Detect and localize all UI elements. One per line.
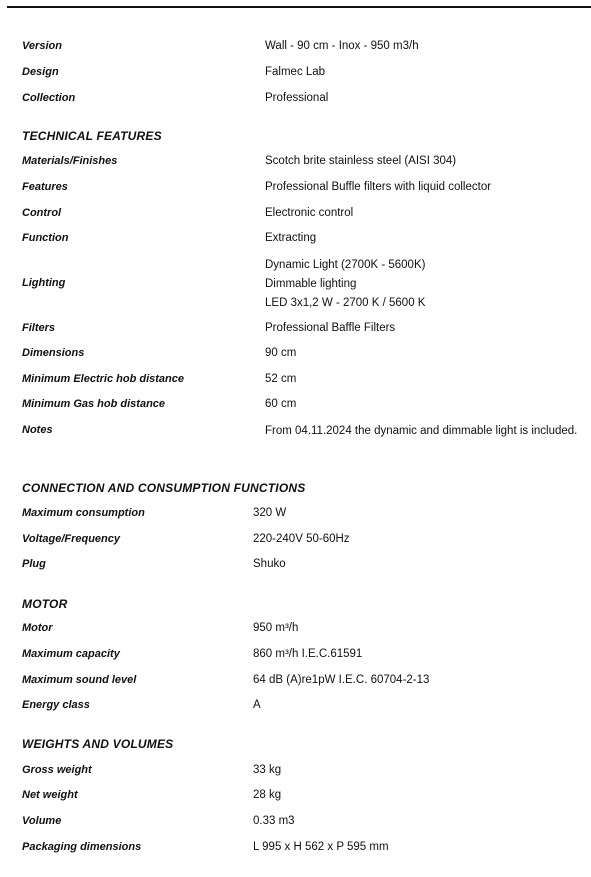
lighting-line: Dimmable lighting <box>265 278 357 290</box>
spec-row-notes <box>22 422 587 460</box>
section-title-technical: TECHNICAL FEATURES <box>22 129 162 143</box>
spec-value: Electronic control <box>265 207 354 219</box>
spec-label: Maximum capacity <box>22 648 120 660</box>
spec-value: Shuko <box>253 558 286 570</box>
spec-label: Energy class <box>22 699 90 711</box>
spec-label: Control <box>22 207 62 219</box>
section-title-connection: CONNECTION AND CONSUMPTION FUNCTIONS <box>22 481 306 495</box>
spec-value: From 04.11.2024 the dynamic and dimmable light is included. <box>265 425 578 437</box>
spec-label: Voltage/Frequency <box>22 533 121 545</box>
spec-value: 950 m³/h <box>253 622 299 634</box>
spec-value: Professional <box>265 92 329 104</box>
spec-label: Design <box>22 66 59 78</box>
spec-value: 60 cm <box>265 398 297 410</box>
spec-value: 220-240V 50-60Hz <box>253 533 350 545</box>
spec-label: Dimensions <box>22 347 85 359</box>
lighting-line: LED 3x1,2 W - 2700 K / 5600 K <box>265 297 426 309</box>
spec-value: L 995 x H 562 x P 595 mm <box>253 841 389 853</box>
spec-label: Function <box>22 232 69 244</box>
spec-label: Plug <box>22 558 46 570</box>
spec-value: 64 dB (A)re1pW I.E.C. 60704-2-13 <box>253 674 430 686</box>
spec-label: Packaging dimensions <box>22 841 142 853</box>
spec-value: A <box>253 699 261 711</box>
spec-label: Collection <box>22 92 76 104</box>
spec-value: Professional Buffle filters with liquid collector <box>265 181 492 193</box>
section-title-motor: MOTOR <box>22 597 68 611</box>
top-divider <box>7 6 591 8</box>
spec-label: Materials/Finishes <box>22 155 118 167</box>
spec-label: Volume <box>22 815 62 827</box>
spec-label: Minimum Electric hob distance <box>22 373 184 385</box>
spec-value: 0.33 m3 <box>253 815 295 827</box>
spec-label: Maximum sound level <box>22 674 137 686</box>
spec-value: 90 cm <box>265 347 297 359</box>
spec-label: Motor <box>22 622 53 634</box>
spec-label: Version <box>22 40 62 52</box>
spec-value: Professional Baffle Filters <box>265 322 396 334</box>
spec-label: Lighting <box>22 277 66 289</box>
spec-value: 33 kg <box>253 764 282 776</box>
spec-value: 320 W <box>253 507 287 519</box>
spec-value: 52 cm <box>265 373 297 385</box>
spec-value: 28 kg <box>253 789 282 801</box>
spec-label: Notes <box>22 424 53 436</box>
spec-row-lighting <box>22 256 587 312</box>
spec-value-lighting <box>265 256 587 313</box>
spec-value: 860 m³/h I.E.C.61591 <box>253 648 363 660</box>
spec-label: Gross weight <box>22 764 92 776</box>
spec-label: Net weight <box>22 789 78 801</box>
spec-label: Maximum consumption <box>22 507 145 519</box>
spec-value: Falmec Lab <box>265 66 326 78</box>
section-title-weights: WEIGHTS AND VOLUMES <box>22 737 174 751</box>
spec-label: Filters <box>22 322 56 334</box>
lighting-line: Dynamic Light (2700K - 5600K) <box>265 259 426 271</box>
spec-label: Features <box>22 181 68 193</box>
spec-value: Extracting <box>265 232 317 244</box>
spec-label: Minimum Gas hob distance <box>22 398 166 410</box>
spec-value: Scotch brite stainless steel (AISI 304) <box>265 155 457 167</box>
spec-value: Wall - 90 cm - Inox - 950 m3/h <box>265 40 419 52</box>
